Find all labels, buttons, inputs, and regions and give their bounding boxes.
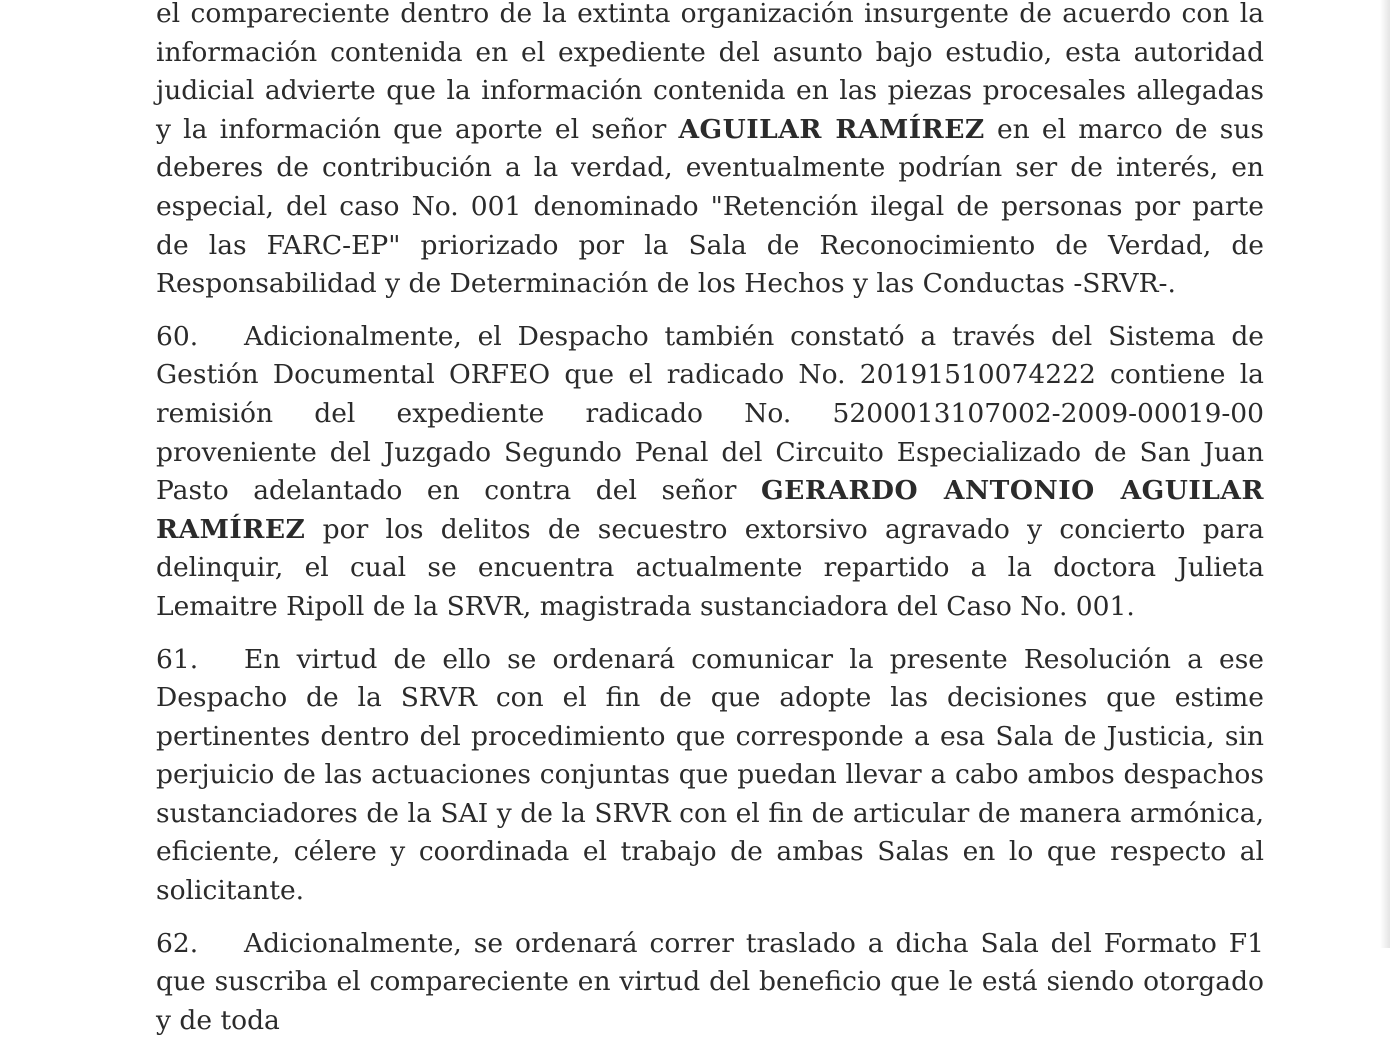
paragraph-number: 62.	[156, 927, 199, 959]
paragraph-61	[156, 641, 1264, 911]
paragraph-text: Adicionalmente, el Despacho también constató a través del Sistema de Gestión Documental ORFEO que el radicado No. 20191510074222 contiene la remisión del expediente radicado No. 5200013107002-2009-00019-00 proveniente del Juzgado Segundo Penal del Circuito Especializado de San Juan Pasto adelantado en contra del señor	[156, 320, 1264, 507]
bold-name: AGUILAR RAMÍREZ	[678, 113, 985, 145]
paragraph-text: En virtud de ello se ordenará comunicar la presente Resolución a ese Despacho de la SRVR con el fin de que adopte las decisiones que estime pertinentes dentro del procedimiento que corresponde a esa Sala de Justicia, sin perjuicio de las actuaciones conjuntas que puedan llevar a cabo ambos despachos sustanciadores de la SAI y de la SRVR con el fin de articular de manera armónica, eficiente, célere y coordinada el trabajo de ambas Salas en lo que respecto al solicitante.	[156, 643, 1264, 907]
paragraph-60	[156, 318, 1264, 627]
page-edge-shadow	[1380, 0, 1390, 948]
paragraph-number: 61.	[156, 643, 199, 675]
paragraph-text: por los delitos de secuestro extorsivo agravado y concierto para delinquir, el cual se encuentra actualmente repartido a la doctora Julieta Lemaitre Ripoll de la SRVR, magistrada sustanciadora del Caso No. 001.	[156, 513, 1264, 622]
paragraph-text: Adicionalmente, se ordenará correr traslado a dicha Sala del Formato F1 que suscriba el compareciente en virtud del beneficio que le está siendo otorgado y de toda	[156, 927, 1264, 1036]
paragraph-text: el compareciente dentro de la extinta organización insurgente de acuerdo con la información contenida en el expediente del asunto bajo estudio, esta autoridad judicial advierte que la información contenida en las piezas procesales allegadas y la información que aporte el señor	[156, 0, 1264, 145]
bold-name: GERARDO ANTONIO AGUILAR RAMÍREZ	[156, 475, 1264, 545]
paragraph-continuation	[156, 0, 1264, 304]
paragraph-text: en el marco de sus deberes de contribución a la verdad, eventualmente podrían ser de interés, en especial, del caso No. 001 denominado "Retención ilegal de personas por parte de las FARC-EP" priorizado por la Sala de Reconocimiento de Verdad, de Responsabilidad y de Determinación de los Hechos y las Conductas -SRVR-.	[156, 113, 1264, 300]
paragraph-number: 60.	[156, 320, 199, 352]
document-body	[156, 0, 1264, 1054]
paragraph-62	[156, 925, 1264, 1041]
